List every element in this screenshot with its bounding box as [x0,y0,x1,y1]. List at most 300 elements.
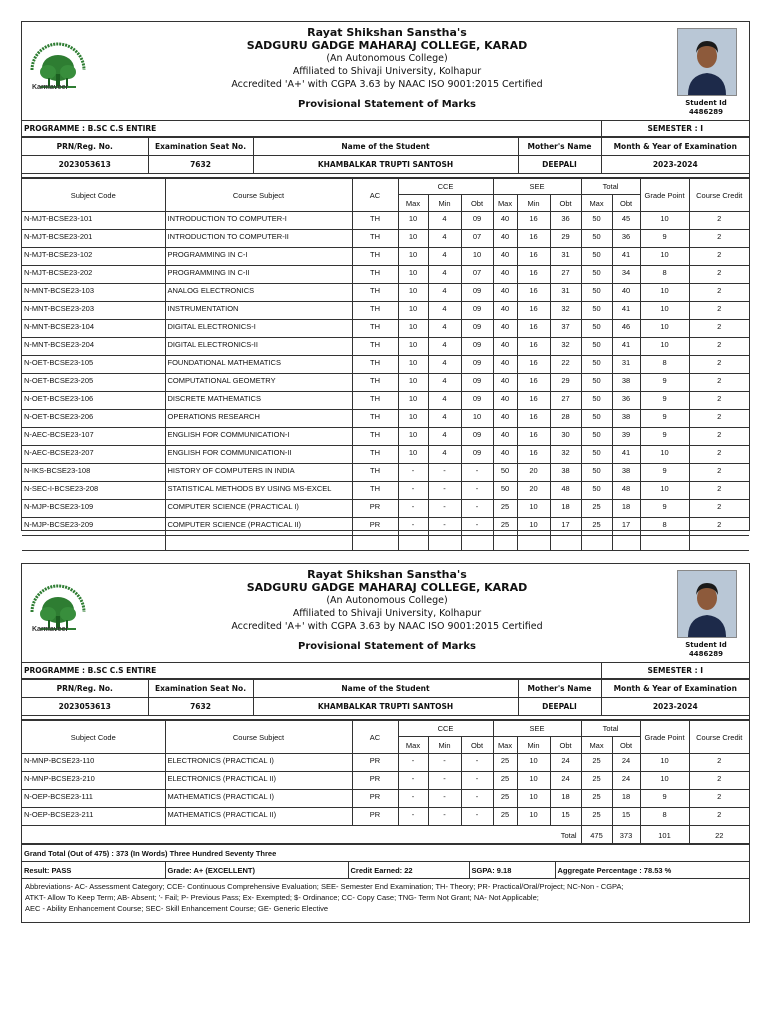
cell-total-max: 50 [581,446,612,464]
cell-cce-max: 10 [398,320,428,338]
cell-see-max: 25 [493,518,517,536]
autonomous-line: (An Autonomous College) [326,595,448,606]
table-row [22,464,749,482]
col-total: Total [581,179,640,195]
page-header [22,564,749,663]
cell-total-max: 25 [581,500,612,518]
cell-total-obt: 41 [612,338,640,356]
cell-see-obt: 37 [550,320,581,338]
cell-course-credit: 2 [689,302,749,320]
mother-name: DEEPALI [518,698,601,716]
totals-label: Total [22,826,581,844]
totals-max: 475 [581,826,612,844]
cell-ac: TH [352,338,398,356]
table-row [22,410,749,428]
cell-total-max: 50 [581,266,612,284]
cell-total-obt: 45 [612,212,640,230]
cell-course-subject: ANALOG ELECTRONICS [165,284,352,302]
cell-grade-point: 9 [640,374,689,392]
cell-ac: PR [352,808,398,826]
cell-cce-max: 10 [398,230,428,248]
cell-total-obt: 38 [612,464,640,482]
cell-see-obt: 18 [550,790,581,808]
empty-cell [689,536,749,551]
cell-see-obt: 31 [550,284,581,302]
college-name: SADGURU GADGE MAHARAJ COLLEGE, KARAD [246,39,528,52]
cell-total-obt: 18 [612,790,640,808]
col-ac: AC [352,721,398,754]
cell-course-credit: 2 [689,338,749,356]
cell-cce-max: - [398,518,428,536]
empty-cell [461,536,493,551]
table-row [22,754,749,772]
semester-label: SEMESTER : I [601,663,749,679]
cell-total-obt: 46 [612,320,640,338]
cell-see-obt: 32 [550,338,581,356]
cell-total-obt: 24 [612,772,640,790]
cell-cce-min: - [428,808,461,826]
programme-label: PROGRAMME : B.SC C.S ENTIRE [22,663,601,679]
programme-label: PROGRAMME : B.SC C.S ENTIRE [22,121,601,137]
student-id-label: Student Id [685,99,727,107]
col-cce-max: Max [398,195,428,212]
cell-cce-min: 4 [428,374,461,392]
cell-total-max: 50 [581,212,612,230]
cell-course-subject: HISTORY OF COMPUTERS IN INDIA [165,464,352,482]
cell-see-obt: 17 [550,518,581,536]
cell-cce-min: - [428,482,461,500]
cell-see-max: 40 [493,374,517,392]
cell-cce-obt: 09 [461,428,493,446]
cell-ac: TH [352,428,398,446]
cell-grade-point: 10 [640,338,689,356]
cell-cce-obt: - [461,500,493,518]
totals-row [22,826,749,844]
col-see-max: Max [493,737,517,754]
cell-see-obt: 29 [550,230,581,248]
cell-course-subject: COMPUTATIONAL GEOMETRY [165,374,352,392]
cell-cce-obt: 09 [461,374,493,392]
cell-cce-max: - [398,754,428,772]
statement-title: Provisional Statement of Marks [298,641,476,652]
cell-course-credit: 2 [689,392,749,410]
student-name: KHAMBALKAR TRUPTI SANTOSH [253,156,518,174]
cell-ac: PR [352,790,398,808]
cell-course-credit: 2 [689,790,749,808]
cell-grade-point: 10 [640,482,689,500]
cell-cce-min: 4 [428,230,461,248]
cell-see-min: 16 [517,266,550,284]
college-logo [26,582,90,652]
cell-course-credit: 2 [689,500,749,518]
cell-cce-min: 4 [428,284,461,302]
totals-obt: 373 [612,826,640,844]
cell-see-obt: 48 [550,482,581,500]
cell-cce-min: 4 [428,410,461,428]
table-row [22,374,749,392]
cell-subject-code: N-MJT-BCSE23-201 [22,230,165,248]
cell-total-max: 50 [581,374,612,392]
col-see-max: Max [493,195,517,212]
cell-cce-obt: 07 [461,266,493,284]
cell-cce-max: 10 [398,446,428,464]
cell-see-max: 50 [493,464,517,482]
cell-see-max: 25 [493,754,517,772]
cell-ac: TH [352,320,398,338]
marksheet-page-1 [21,21,750,531]
cell-subject-code: N-MJT-BCSE23-102 [22,248,165,266]
cell-total-max: 25 [581,808,612,826]
cell-grade-point: 8 [640,356,689,374]
cell-course-credit: 2 [689,410,749,428]
cell-cce-max: - [398,464,428,482]
cell-total-max: 50 [581,302,612,320]
cell-cce-max: - [398,482,428,500]
cell-see-min: 16 [517,410,550,428]
cell-cce-obt: 09 [461,284,493,302]
col-total-max: Max [581,195,612,212]
cell-subject-code: N-MNT-BCSE23-204 [22,338,165,356]
col-course-subject: Course Subject [165,179,352,212]
cell-see-obt: 28 [550,410,581,428]
aggregate-percentage: Aggregate Percentage : 78.53 % [555,862,749,879]
cell-cce-obt: 09 [461,212,493,230]
cell-see-min: 16 [517,230,550,248]
cell-total-obt: 18 [612,500,640,518]
cell-course-credit: 2 [689,248,749,266]
seat-value: 7632 [148,698,253,716]
cell-subject-code: N-MJP-BCSE23-109 [22,500,165,518]
cell-total-max: 50 [581,356,612,374]
cell-cce-min: 4 [428,338,461,356]
logo-caption: Karmaveer [32,84,69,91]
cell-ac: TH [352,374,398,392]
cell-cce-max: 10 [398,410,428,428]
college-header-text [132,568,642,653]
table-row [22,284,749,302]
cell-see-max: 40 [493,212,517,230]
cell-total-obt: 17 [612,518,640,536]
cell-course-credit: 2 [689,446,749,464]
student-id-label: Student Id [685,641,727,649]
cell-ac: TH [352,356,398,374]
student-id [672,641,740,659]
cell-see-max: 40 [493,338,517,356]
abbreviations [22,879,749,916]
cell-grade-point: 10 [640,284,689,302]
cell-grade-point: 9 [640,500,689,518]
cell-see-min: 16 [517,338,550,356]
cell-see-obt: 31 [550,248,581,266]
cell-course-subject: MATHEMATICS (PRACTICAL I) [165,790,352,808]
cell-total-max: 50 [581,464,612,482]
summary-table [22,844,749,879]
cell-course-credit: 2 [689,772,749,790]
cell-ac: TH [352,302,398,320]
col-course-subject: Course Subject [165,721,352,754]
cell-total-obt: 31 [612,356,640,374]
cell-cce-obt: - [461,808,493,826]
cell-see-max: 40 [493,230,517,248]
col-cce-obt: Obt [461,737,493,754]
table-row [22,428,749,446]
table-row [22,482,749,500]
cell-see-min: 16 [517,212,550,230]
table-row [22,212,749,230]
cell-course-subject: INTRODUCTION TO COMPUTER-II [165,230,352,248]
cell-course-subject: OPERATIONS RESEARCH [165,410,352,428]
cell-cce-min: 4 [428,392,461,410]
cell-cce-min: - [428,518,461,536]
cell-course-subject: DIGITAL ELECTRONICS-I [165,320,352,338]
cell-course-credit: 2 [689,518,749,536]
cell-see-max: 25 [493,772,517,790]
cell-see-min: 16 [517,356,550,374]
result: Result: PASS [22,862,165,879]
cell-subject-code: N-MNP-BCSE23-110 [22,754,165,772]
cell-see-obt: 38 [550,464,581,482]
credit-earned: Credit Earned: 22 [348,862,469,879]
cell-total-obt: 36 [612,230,640,248]
cell-total-max: 50 [581,248,612,266]
cell-see-obt: 27 [550,266,581,284]
totals-credit: 22 [689,826,749,844]
marks-table [22,178,749,551]
cell-see-max: 40 [493,392,517,410]
table-row [22,230,749,248]
student-id [672,99,740,117]
cell-see-min: 16 [517,302,550,320]
cell-subject-code: N-OET-BCSE23-205 [22,374,165,392]
table-row [22,248,749,266]
table-row [22,446,749,464]
cell-course-credit: 2 [689,428,749,446]
cell-course-credit: 2 [689,230,749,248]
empty-cell [640,536,689,551]
cell-see-min: 10 [517,808,550,826]
prn-header: PRN/Reg. No. [22,680,148,698]
empty-cell [517,536,550,551]
cell-total-max: 25 [581,518,612,536]
cell-see-min: 16 [517,374,550,392]
totals-grade-point: 101 [640,826,689,844]
cell-ac: TH [352,248,398,266]
col-see: SEE [493,721,581,737]
cell-grade-point: 8 [640,266,689,284]
name-header: Name of the Student [253,138,518,156]
table-row [22,392,749,410]
cell-grade-point: 8 [640,808,689,826]
cell-course-subject: COMPUTER SCIENCE (PRACTICAL I) [165,500,352,518]
cell-course-credit: 2 [689,212,749,230]
college-logo [26,40,90,110]
cell-cce-max: 10 [398,356,428,374]
col-see-min: Min [517,737,550,754]
cell-see-min: 16 [517,446,550,464]
cell-cce-max: 10 [398,212,428,230]
cell-see-max: 40 [493,266,517,284]
cell-course-credit: 2 [689,356,749,374]
cell-see-obt: 18 [550,500,581,518]
cell-see-obt: 27 [550,392,581,410]
cell-course-credit: 2 [689,320,749,338]
grade: Grade: A+ (EXCELLENT) [165,862,348,879]
table-row [22,518,749,536]
col-cce-max: Max [398,737,428,754]
cell-total-max: 25 [581,790,612,808]
cell-grade-point: 10 [640,302,689,320]
cell-course-subject: ELECTRONICS (PRACTICAL II) [165,772,352,790]
logo-caption: Karmaveer [32,626,69,633]
cell-cce-min: 4 [428,428,461,446]
cell-cce-obt: 09 [461,302,493,320]
cell-course-subject: ENGLISH FOR COMMUNICATION-II [165,446,352,464]
mother-header: Mother's Name [518,680,601,698]
programme-row [22,121,749,137]
cell-ac: PR [352,500,398,518]
cell-see-max: 40 [493,320,517,338]
cell-subject-code: N-MNP-BCSE23-210 [22,772,165,790]
abbreviations-line-3: AEC - Ability Enhancement Course; SEC- Skill Enhancement Course; GE- Generic Elective [25,904,329,913]
statement-title: Provisional Statement of Marks [298,99,476,110]
cell-total-obt: 24 [612,754,640,772]
col-subject-code: Subject Code [22,721,165,754]
cell-grade-point: 9 [640,410,689,428]
semester-label: SEMESTER : I [601,121,749,137]
table-row [22,790,749,808]
col-ac: AC [352,179,398,212]
college-header-text [132,26,642,111]
cell-cce-max: - [398,808,428,826]
cell-cce-obt: 09 [461,338,493,356]
cell-see-min: 16 [517,392,550,410]
cell-grade-point: 10 [640,446,689,464]
col-total: Total [581,721,640,737]
cell-cce-min: - [428,464,461,482]
cell-cce-obt: 09 [461,320,493,338]
cell-see-obt: 32 [550,446,581,464]
accreditation-line: Accredited 'A+' with CGPA 3.63 by NAAC ISO 9001:2015 Certified [231,621,543,632]
col-see-obt: Obt [550,737,581,754]
student-name: KHAMBALKAR TRUPTI SANTOSH [253,698,518,716]
programme-row [22,663,749,679]
cell-course-subject: FOUNDATIONAL MATHEMATICS [165,356,352,374]
cell-cce-max: 10 [398,248,428,266]
cell-ac: PR [352,754,398,772]
cell-see-min: 10 [517,772,550,790]
affiliation-line: Affiliated to Shivaji University, Kolhapur [292,608,482,619]
cell-grade-point: 9 [640,392,689,410]
empty-cell [165,536,352,551]
cell-grade-point: 10 [640,320,689,338]
empty-cell [22,536,165,551]
cell-total-max: 50 [581,230,612,248]
cell-grade-point: 10 [640,772,689,790]
cell-grade-point: 9 [640,464,689,482]
month-year-value: 2023-2024 [601,156,749,174]
cell-total-obt: 41 [612,446,640,464]
empty-cell [428,536,461,551]
prn-value: 2023053613 [22,156,148,174]
cell-subject-code: N-OET-BCSE23-206 [22,410,165,428]
cell-ac: TH [352,482,398,500]
cell-see-obt: 24 [550,754,581,772]
cell-cce-max: 10 [398,266,428,284]
cell-course-credit: 2 [689,284,749,302]
cell-subject-code: N-AEC-BCSE23-107 [22,428,165,446]
empty-cell [352,536,398,551]
cell-see-max: 40 [493,428,517,446]
cell-subject-code: N-OEP-BCSE23-111 [22,790,165,808]
col-see: SEE [493,179,581,195]
col-total-max: Max [581,737,612,754]
cell-cce-obt: - [461,754,493,772]
cell-course-credit: 2 [689,374,749,392]
seat-header: Examination Seat No. [148,138,253,156]
marks-table [22,720,749,844]
marksheet-page-2 [21,563,750,923]
cell-see-min: 20 [517,482,550,500]
cell-total-obt: 39 [612,428,640,446]
cell-see-max: 40 [493,410,517,428]
col-see-obt: Obt [550,195,581,212]
cell-cce-obt: 10 [461,410,493,428]
marks-rows [22,754,749,826]
cell-see-max: 25 [493,808,517,826]
month-year-header: Month & Year of Examination [601,680,749,698]
cell-cce-min: 4 [428,266,461,284]
cell-see-min: 10 [517,790,550,808]
sgpa: SGPA: 9.18 [469,862,555,879]
cell-subject-code: N-OET-BCSE23-106 [22,392,165,410]
cell-cce-min: 4 [428,248,461,266]
col-cce-min: Min [428,737,461,754]
cell-ac: TH [352,446,398,464]
cell-grade-point: 9 [640,230,689,248]
cell-cce-obt: 09 [461,392,493,410]
cell-cce-max: 10 [398,428,428,446]
cell-course-credit: 2 [689,482,749,500]
cell-grade-point: 10 [640,248,689,266]
table-row [22,772,749,790]
cell-see-max: 40 [493,284,517,302]
cell-cce-min: 4 [428,446,461,464]
cell-ac: TH [352,464,398,482]
cell-total-obt: 48 [612,482,640,500]
cell-subject-code: N-MNT-BCSE23-104 [22,320,165,338]
month-year-header: Month & Year of Examination [601,138,749,156]
table-row [22,266,749,284]
cell-grade-point: 9 [640,790,689,808]
col-course-credit: Course Credit [689,721,749,754]
cell-course-subject: MATHEMATICS (PRACTICAL II) [165,808,352,826]
cell-total-max: 50 [581,410,612,428]
cell-see-max: 40 [493,302,517,320]
cell-see-min: 10 [517,500,550,518]
cell-see-min: 16 [517,284,550,302]
mother-header: Mother's Name [518,138,601,156]
cell-see-obt: 30 [550,428,581,446]
cell-cce-min: - [428,790,461,808]
cell-ac: TH [352,266,398,284]
student-info-table [22,137,749,174]
table-row [22,500,749,518]
cell-subject-code: N-MNT-BCSE23-103 [22,284,165,302]
month-year-value: 2023-2024 [601,698,749,716]
cell-cce-max: 10 [398,302,428,320]
cell-course-subject: STATISTICAL METHODS BY USING MS-EXCEL [165,482,352,500]
cell-cce-min: - [428,500,461,518]
